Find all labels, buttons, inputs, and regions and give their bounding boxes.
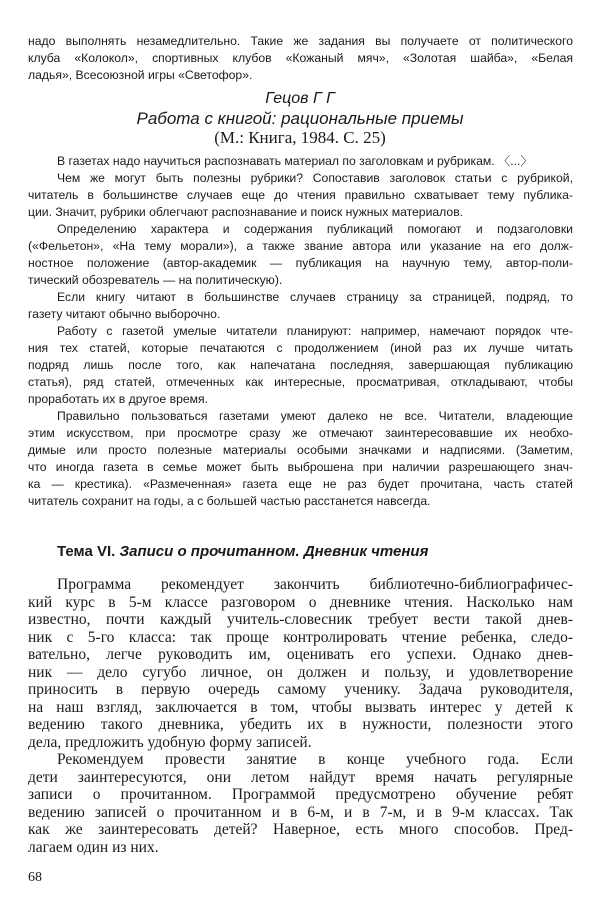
text-line: клуба «Колокол», спортивных клубов «Кожаный мяч», «Золотая шайба», «Белая xyxy=(28,51,573,65)
text-line: В газетах надо научиться распознавать материал по заголовкам и рубрикам. 〈...〉 xyxy=(57,154,533,168)
page-number: 68 xyxy=(28,870,42,885)
text-line: как же заинтересовать детей? Наверное, есть много способов. Пред- xyxy=(28,821,573,838)
text-line: ведению записей о прочитанном и в 6-м, и в 7-м, и в 9-м классах. Так xyxy=(28,803,573,821)
text-line: ник — дело сугубо личное, он должен и пользу, и удовлетворение xyxy=(28,663,573,681)
text-line: ведению такого дневника, убедить их в нужности, полезности этого xyxy=(28,716,573,733)
topic-title: Записи о прочитанном. Дневник чтения xyxy=(119,543,429,560)
text-line: тический обозреватель — на политическую). xyxy=(28,273,283,287)
text-line: что иногда газета в семье может быть выброшена при наличии разрешающего знач- xyxy=(28,460,573,474)
text-line: ка — крестика). «Размеченная» газета еще не раз будет прочитана, часть статей xyxy=(28,477,573,491)
text-line: Работу с газетой умелые читатели планируют: например, намечают порядок чте- xyxy=(57,324,573,338)
text-line: ностное положение (автор-академик — публикация на научную тему, автор-поли- xyxy=(28,256,573,270)
topic-label: Тема VI. xyxy=(57,543,116,560)
text-line: Программа рекомендует закончить библиотечно-библиографичес- xyxy=(57,576,573,593)
text-line: известно, почти каждый учитель-словесник требует вести такой днев- xyxy=(28,611,573,628)
citation-author: Гецов Г Г xyxy=(265,90,335,107)
text-line: дети заинтересуются, они летом найдут время начать регулярные xyxy=(28,768,573,786)
body-text xyxy=(28,576,573,856)
text-line: лагаем один из них. xyxy=(28,838,159,856)
text-line: ник с 5-го класса: так проще контролировать чтение ребенка, следо- xyxy=(28,628,573,646)
citation xyxy=(0,89,600,147)
text-line: проработать их в другое время. xyxy=(28,392,208,406)
text-line: Определению характера и содержания публикаций помогают и подзаголовки xyxy=(57,222,573,236)
text-line: ции. Значит, рубрики облегчают распознавание и поиск нужных материалов. xyxy=(28,205,464,219)
text-line: читатель сохранит на годы, а с большей частью расстанется навсегда. xyxy=(28,494,431,508)
citation-title: Работа с книгой: рациональные приемы xyxy=(136,109,464,128)
quoted-passage xyxy=(28,153,573,510)
text-line: записи о прочитанном. Программой предусмотрено обучение ребят xyxy=(28,786,573,803)
text-line: дела, предложить удобную форму записей. xyxy=(28,733,312,751)
text-line: статья), ряд статей, отмеченных как интересные, просматривая, откладывают, чтобы xyxy=(28,375,573,389)
text-line: димые или просто полезные материалы особыми значками и надписями. (Заметим, xyxy=(28,443,573,457)
text-line: газету читают обычно выборочно. xyxy=(28,307,221,321)
text-line: Правильно пользоваться газетами умеют далеко не все. Читатели, владеющие xyxy=(57,409,573,423)
text-line: ладья», Всесоюзной игры «Светофор». xyxy=(28,68,253,82)
text-line: кий курс в 5-м классе разговором о дневнике чтения. Насколько нам xyxy=(28,593,573,611)
text-line: читатель в большинстве случаев еще до чтения правильно схватывает тему публика- xyxy=(28,188,573,202)
text-line: этим искусством, при просмотре сразу же отмечают заинтересовавшие их необхо- xyxy=(28,426,573,440)
text-line: Если книгу читают в большинстве случаев страницу за страницей, подряд, то xyxy=(57,290,573,304)
text-line: подряд лишь после того, как напечатана последняя, завершающая публикацию xyxy=(28,358,573,372)
text-line: на наш взгляд, заключается в том, чтобы вызвать интерес у детей к xyxy=(28,698,573,716)
text-line: Чем же могут быть полезны рубрики? Сопоставив заголовок статьи с рубрикой, xyxy=(57,171,573,185)
text-line: надо выполнять незамедлительно. Такие же задания вы получаете от политического xyxy=(28,34,573,48)
citation-source: (М.: Книга, 1984. С. 25) xyxy=(214,128,386,147)
text-line: ния тех статей, которые печатаются с продолжением (иной раз их лучше читать xyxy=(28,341,573,355)
text-line: («Фельетон», «На тему морали»), а также звание автора или указание на его долж- xyxy=(28,239,573,253)
text-line: вательно, легче руководить им, оценивать его успехи. Однако днев- xyxy=(28,646,573,663)
intro-text xyxy=(28,33,573,84)
text-line: Рекомендуем провести занятие в конце учебного года. Если xyxy=(57,751,573,768)
section-heading xyxy=(57,543,428,561)
text-line: приносить в первую очередь самому ученику. Задача руководителя, xyxy=(28,681,573,698)
